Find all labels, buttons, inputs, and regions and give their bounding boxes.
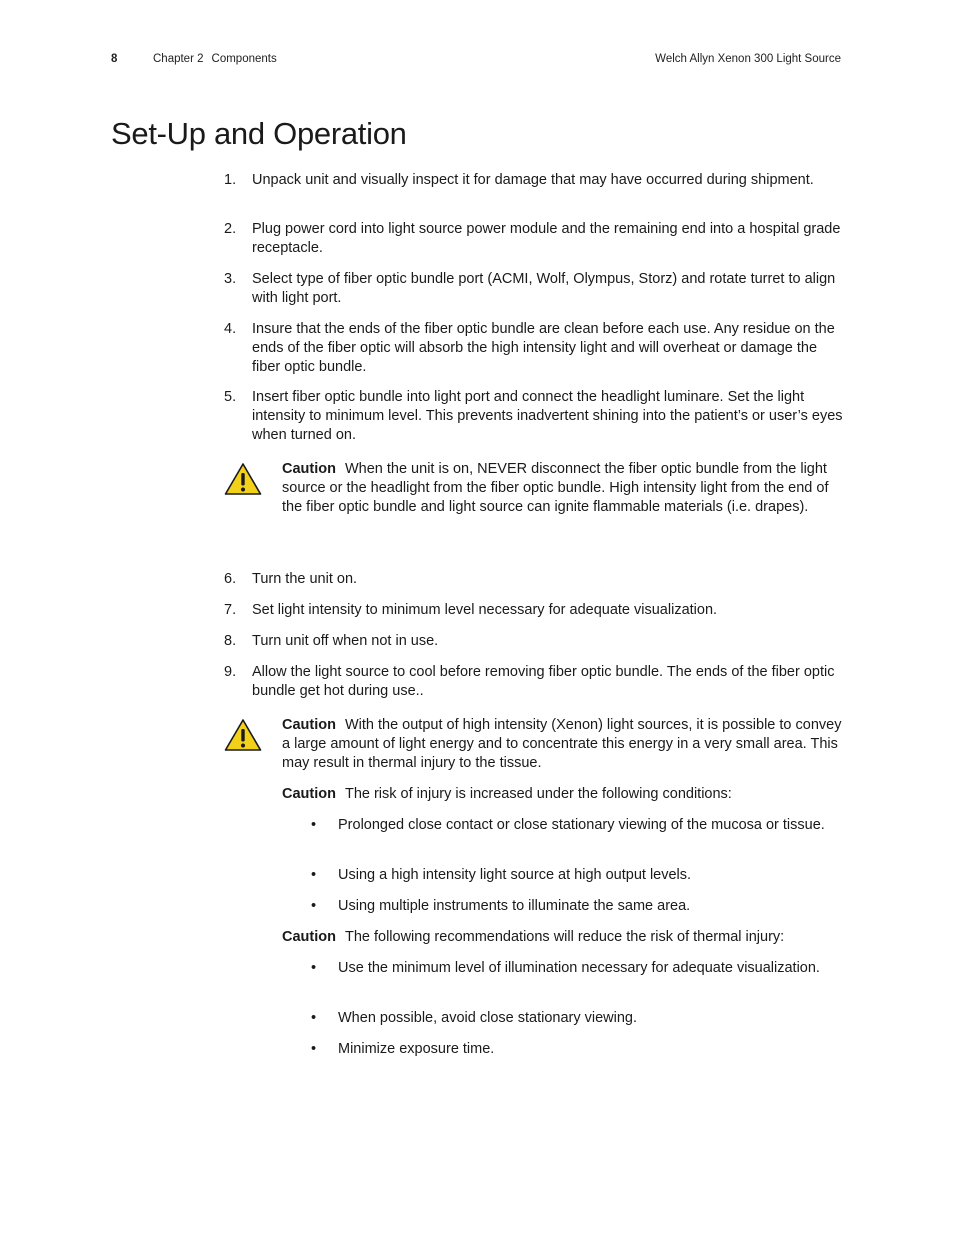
step-item bbox=[224, 388, 844, 445]
page-number: 8 bbox=[111, 53, 118, 65]
step-text: Unpack unit and visually inspect it for damage that may have occurred during shipment. bbox=[252, 172, 814, 188]
caution-note bbox=[282, 785, 842, 804]
step-number: 5. bbox=[224, 389, 237, 405]
step-text: Turn the unit on. bbox=[252, 571, 358, 587]
chapter-heading bbox=[153, 53, 277, 65]
list-item-text: When possible, avoid close stationary viewing. bbox=[338, 1010, 638, 1026]
caution-text: With the output of high intensity (Xenon) light sources, it is possible to convey a large amount of light energy and to concentrate this energy in a very small area. This may result in thermal injury to the tissue. bbox=[282, 717, 842, 771]
list-item-text: Minimize exposure time. bbox=[338, 1041, 495, 1057]
warning-triangle-icon bbox=[224, 462, 262, 496]
bullet-glyph: • bbox=[311, 1010, 317, 1026]
list-item bbox=[311, 959, 841, 978]
step-number: 9. bbox=[224, 664, 237, 680]
list-item bbox=[311, 866, 841, 885]
step-text: Plug power cord into light source power module and the remaining end into a hospital grade receptacle. bbox=[252, 221, 841, 256]
list-item bbox=[311, 897, 841, 916]
bullet-glyph: • bbox=[311, 817, 317, 833]
caution-label: Caution bbox=[282, 786, 336, 802]
step-text: Insert fiber optic bundle into light port and connect the headlight luminare. Set the light intensity to minimum level. This prevents inadvertent shining into the patient’s or user’s eyes when turned on. bbox=[252, 389, 843, 443]
step-number: 4. bbox=[224, 321, 237, 337]
step-item bbox=[224, 601, 844, 620]
list-item bbox=[311, 1040, 841, 1059]
caution-text: The following recommendations will reduce the risk of thermal injury: bbox=[344, 929, 785, 945]
list-item bbox=[311, 1009, 841, 1028]
step-item bbox=[224, 632, 844, 651]
caution-note bbox=[282, 716, 842, 773]
list-item-text: Using multiple instruments to illuminate the same area. bbox=[338, 898, 691, 914]
caution-text: The risk of injury is increased under the following conditions: bbox=[344, 786, 732, 802]
step-item bbox=[224, 171, 844, 190]
list-item-text: Use the minimum level of illumination necessary for adequate visualization. bbox=[338, 960, 820, 976]
step-number: 2. bbox=[224, 221, 237, 237]
bullet-glyph: • bbox=[311, 867, 317, 883]
caution-note bbox=[282, 928, 842, 947]
list-item bbox=[311, 816, 841, 835]
bullet-glyph: • bbox=[311, 898, 317, 914]
warning-triangle-icon bbox=[224, 718, 262, 752]
list-item-text: Using a high intensity light source at high output levels. bbox=[338, 867, 692, 883]
chapter-label: Chapter 2 bbox=[153, 53, 204, 65]
step-number: 7. bbox=[224, 602, 237, 618]
caution-label: Caution bbox=[282, 929, 336, 945]
section-title: Set-Up and Operation bbox=[111, 116, 407, 151]
step-text: Turn unit off when not in use. bbox=[252, 633, 439, 649]
step-number: 3. bbox=[224, 271, 237, 287]
caution-label: Caution bbox=[282, 717, 336, 733]
step-item bbox=[224, 220, 844, 258]
step-number: 6. bbox=[224, 571, 237, 587]
step-text: Allow the light source to cool before removing fiber optic bundle. The ends of the fiber optic bundle get hot during use.. bbox=[252, 664, 835, 699]
step-text: Set light intensity to minimum level necessary for adequate visualization. bbox=[252, 602, 718, 618]
step-number: 1. bbox=[224, 172, 237, 188]
step-text: Insure that the ends of the fiber optic bundle are clean before each use. Any residue on the ends of the fiber optic will absorb the high intensity light and will overheat or damage the fiber optic bundle. bbox=[252, 321, 835, 375]
step-item bbox=[224, 663, 844, 701]
step-item bbox=[224, 320, 844, 377]
caution-note bbox=[282, 460, 842, 517]
product-name: Welch Allyn Xenon 300 Light Source bbox=[655, 53, 841, 65]
bullet-glyph: • bbox=[311, 960, 317, 976]
bullet-glyph: • bbox=[311, 1041, 317, 1057]
step-text: Select type of fiber optic bundle port (ACMI, Wolf, Olympus, Storz) and rotate turret to align with light port. bbox=[252, 271, 836, 306]
step-item bbox=[224, 270, 844, 308]
step-number: 8. bbox=[224, 633, 237, 649]
chapter-title: Components bbox=[211, 53, 277, 65]
caution-label: Caution bbox=[282, 461, 336, 477]
caution-text: When the unit is on, NEVER disconnect the fiber optic bundle from the light source or the headlight from the fiber optic bundle. High intensity light from the end of the fiber optic bundle and light source can ignite flammable materials (i.e. drapes). bbox=[282, 461, 829, 515]
list-item-text: Prolonged close contact or close stationary viewing of the mucosa or tissue. bbox=[338, 817, 825, 833]
step-item bbox=[224, 570, 844, 589]
